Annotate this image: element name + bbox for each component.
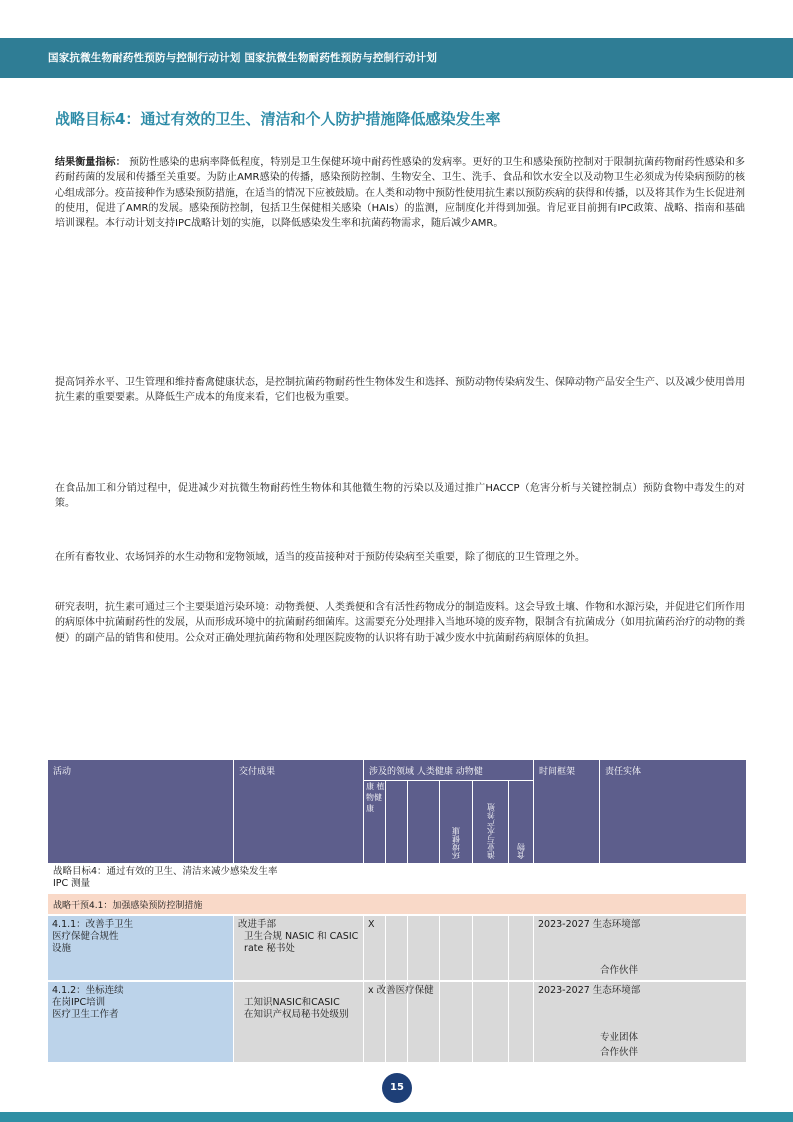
page-title: 战略目标4：通过有效的卫生、清洁和个人防护措施降低感染发生率 [55,110,501,128]
row-domain-aqua [473,916,509,980]
intervention-row: 战略干预4.1：加强感染预防控制措施 [48,894,746,914]
row-domain-animal [386,916,408,980]
page-number: 15 [382,1073,412,1103]
header-env-health-label: 环境健康 [451,827,461,859]
goal-line-1: 战略目标4：通过有效的卫生、清洁来减少感染发生率 [53,866,278,877]
header-domains-line2: 康 植物健康 [366,782,385,813]
header-env-health [440,780,473,863]
row-domain-plant [408,916,440,980]
header-text: 国家抗微生物耐药性预防与控制行动计划 国家抗微生物耐药性预防与控制行动计划 [48,52,438,64]
header-domains-label: 涉及的领域 人类健康 动物健 [369,767,483,777]
header-animal-health [386,780,408,863]
paragraph-livestock: 提高饲养水平、卫生管理和维持畜禽健康状态，是控制抗菌药物耐药性生物体发生和选择、预防动物传染病发生、保障动物产品安全生产、以及减少使用兽用抗生素的重要要素。从降低生产成本的角度来看，它们也极为重要。 [55,377,745,404]
footer-band [0,1112,793,1122]
header-aquaculture [473,780,509,863]
header-activity: 活动 [48,760,234,863]
row-timeframe-responsible [534,916,746,980]
goal-line-2: IPC 测量 [53,878,91,889]
row-deliverable: 工知识NASIC和CASIC 在知识产权局秘书处级别 [234,982,364,1062]
row-domain-env [440,982,473,1062]
row-timeframe: 2023-2027 生态环境部 [538,985,641,996]
row-domain-food [509,916,534,980]
header-band [0,38,793,78]
paragraph-food: 在食品加工和分销过程中，促进减少对抗微生物耐药性生物体和其他微生物的污染以及通过推广HACCP（危害分析与关键控制点）预防食物中毒发生的对策。 [55,483,745,510]
header-responsible: 责任实体 [605,767,642,777]
outcome-text: 预防性感染的患病率降低程度，特别是卫生保健环境中耐药性感染的发病率。更好的卫生和感染预防控制对于限制抗菌药物耐药性感染和多药耐药菌的发展和传播至关重要。为防止AMR感染的传播，感染预防控制、生物安全、卫生、洗手、食品和饮水安全以及动物卫生必须成为传染病预防的核心组成部分。疫苗接种作为感染预防措施，在适当的情况下应被鼓励。在人类和动物中预防性使用抗生素以预防疾病的获得和传播，以及将其作为生长促进剂的使用，促进了AMR的发展。感染预防控制，包括卫生保健相关感染（HAIs）的监测，应制度化并得到加强。肯尼亚目前拥有IPC政策、战略、指南和基础培训课程。本行动计划支持IPC战略计划的实施，以降低感染发生率和抗菌药物需求，随后减少AMR。 [55,157,745,230]
action-table [48,760,746,1062]
header-food [509,780,534,863]
table-row [48,916,746,980]
header-aquaculture-label: 渔业与水产养殖 [486,803,495,859]
row-activity: 4.1.2：坐标连续 在岗IPC培训 医疗卫生工作者 [48,982,234,1062]
row-responsible-1: 专业团体 [600,1032,639,1043]
table-header [48,760,746,863]
row-activity: 4.1.1：改善手卫生 医疗保健合规性 设施 [48,916,234,980]
header-deliverable: 交付成果 [234,760,364,863]
paragraph-vaccination: 在所有畜牧业、农场饲养的水生动物和宠物领域，适当的疫苗接种对于预防传染病至关重要，除了彻底的卫生管理之外。 [55,552,585,563]
header-plant-health [408,780,440,863]
outcome-label: 结果衡量指标： [55,157,126,168]
paragraph-outcome [55,155,745,231]
row-timeframe-responsible [534,982,746,1062]
row-domain-food [509,982,534,1062]
table-row [48,982,746,1062]
row-domain-human: X [364,916,386,980]
row-domain-human: x 改善医疗保健 [364,982,386,1062]
goal-row [48,863,746,893]
row-responsible-2: 合作伙伴 [600,1047,639,1058]
row-responsible: 合作伙伴 [600,965,639,976]
header-human-health [364,780,386,863]
header-timeframe: 时间框架 [534,760,600,863]
row-timeframe: 2023-2027 生态环境部 [538,919,641,930]
row-deliverable: 改进手部 卫生合规 NASIC 和 CASIC rate 秘书处 [234,916,364,980]
paragraph-environment: 研究表明，抗生素可通过三个主要渠道污染环境：动物粪便、人类粪便和含有活性药物成分的制造废料。这会导致土壤、作物和水源污染，并促进它们所作用的病原体中抗菌耐药性的发展，从而形成环境中的抗菌耐药细菌库。这需要充分处理排入当地环境的废弃物，限制含有抗菌成分（如用抗菌药治疗的动物的粪便）的副产品的销售和使用。公众对正确处理抗菌药物和处理医院废物的认识将有助于减少废水中抗菌耐药病原体的负担。 [55,602,745,644]
row-domain-env [440,916,473,980]
row-domain-aqua [473,982,509,1062]
header-food-label: 食物 [516,843,526,859]
